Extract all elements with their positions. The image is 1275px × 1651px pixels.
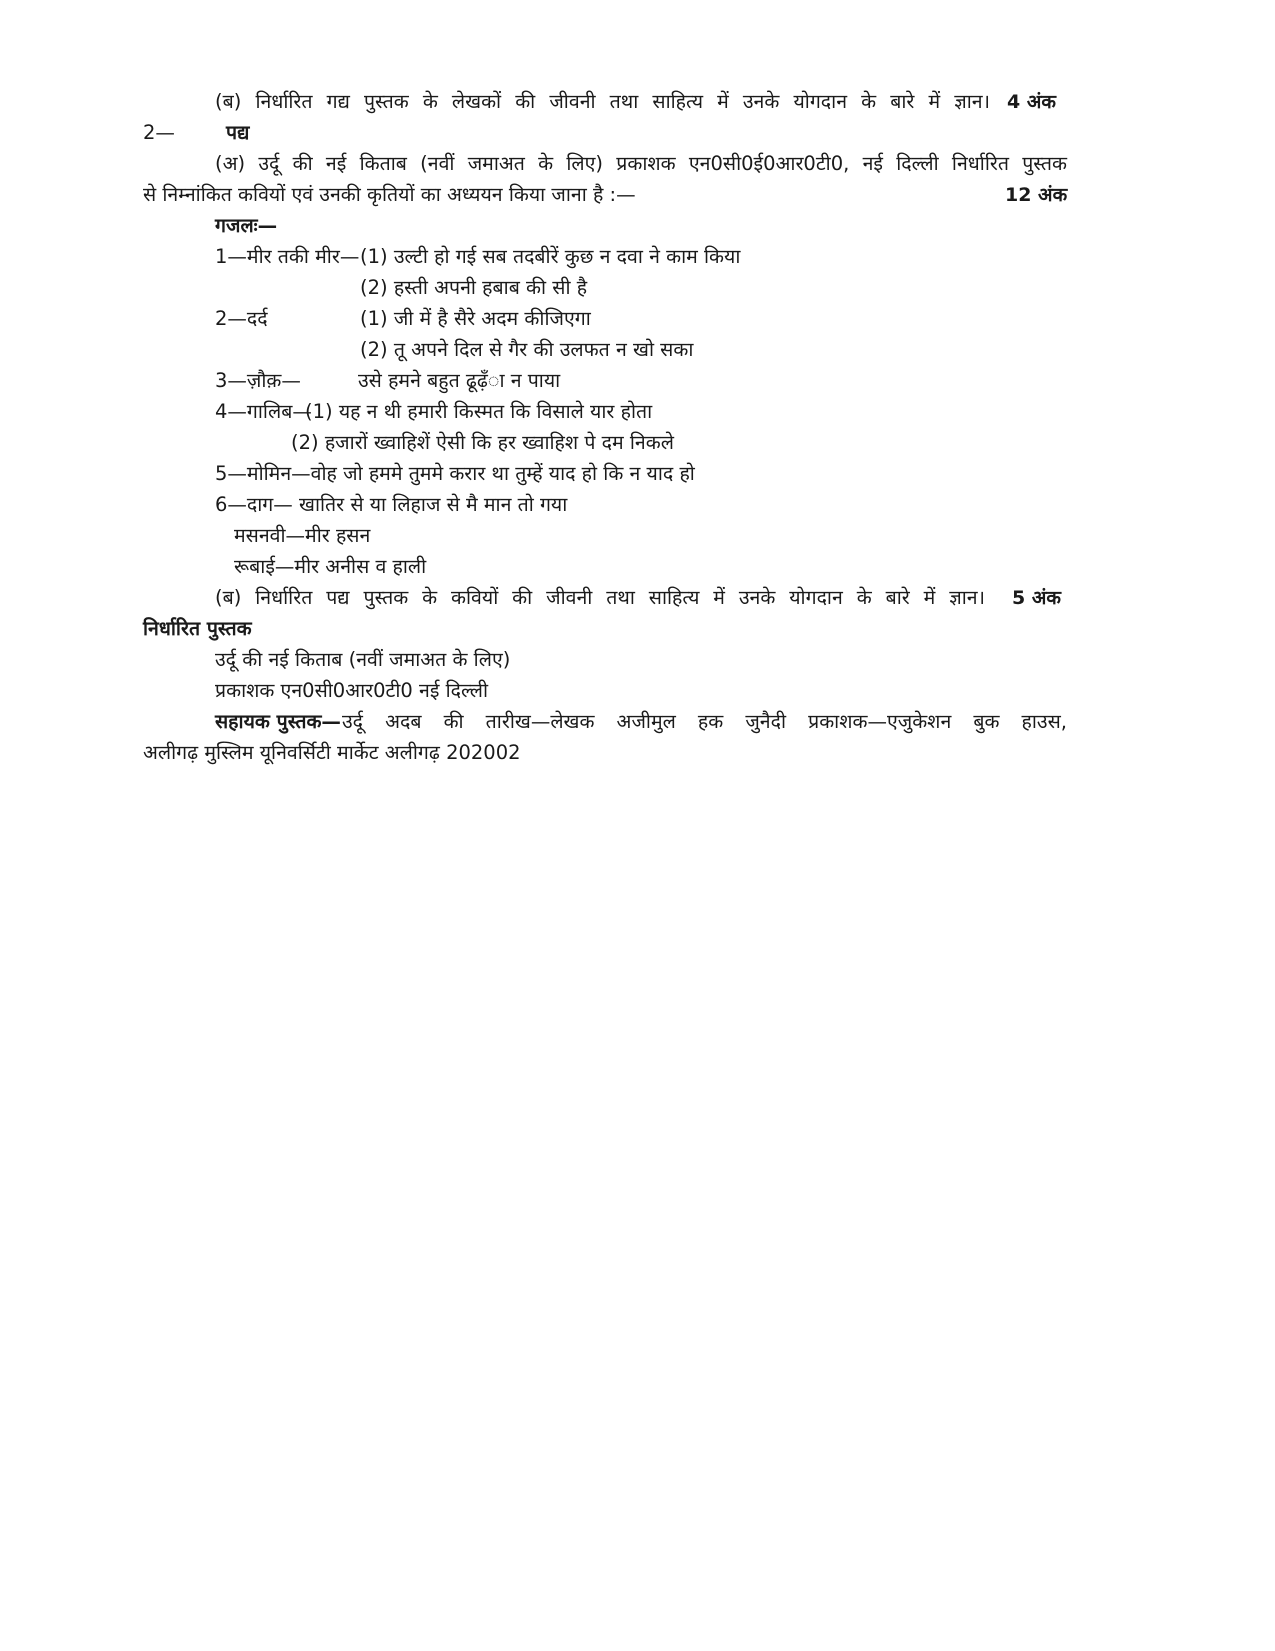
ghazal-4-poet: 4—गालिब— (215, 400, 312, 423)
ghazal-4-line2: (2) हजारों ख्वाहिशें ऐसी कि हर ख्वाहिश पे दम निकले (291, 431, 674, 454)
prescribed-book: उर्दू की नई किताब (नवीं जमाअत के लिए) (215, 648, 511, 671)
section-2-heading: पद्य (226, 121, 250, 144)
section-2b-text: (ब) निर्धारित पद्य पुस्तक के कवियों की जीवनी तथा साहित्य में उनके योगदान के बारे में ज्ञान। (215, 586, 985, 609)
ghazal-2-line1: (1) जी में है सैरे अदम कीजिएगा (360, 307, 591, 330)
ghazal-heading: गजलः— (215, 214, 278, 237)
section-1b-text: (ब) निर्धारित गद्य पुस्तक के लेखकों की जीवनी तथा साहित्य में उनके योगदान के बारे में ज्ञान। (215, 90, 990, 113)
ghazal-3-line1: उसे हमने बहुत ढूढ़ँा न पाया (358, 369, 561, 392)
ghazal-2-line2: (2) तू अपने दिल से गैर की उलफत न खो सका (360, 338, 694, 361)
section-2b-marks: 5 अंक (1012, 587, 1061, 609)
ghazal-6: 6—दाग— खातिर से या लिहाज से मै मान तो गया (215, 493, 568, 516)
rubai-line: रूबाई—मीर अनीस व हाली (234, 555, 427, 578)
section-1b-marks: 4 अंक (1007, 91, 1056, 113)
helper-book-line1: उर्दू अदब की तारीख—लेखक अजीमुल हक जुनैदी प्रकाशक—एजुकेशन बुक हाउस, (342, 710, 1067, 733)
prescribed-heading: निर्धारित पुस्तक (143, 617, 252, 640)
ghazal-3-poet: 3—ज़ौक़— (215, 369, 301, 392)
ghazal-1-poet: 1—मीर तकी मीर— (215, 245, 360, 268)
ghazal-2-poet: 2—दर्द (215, 307, 268, 330)
section-2-number: 2— (143, 121, 175, 144)
ghazal-1-line2: (2) हस्ती अपनी हबाब की सी है (360, 276, 588, 299)
ghazal-1-line1: (1) उल्टी हो गई सब तदबीरें कुछ न दवा ने काम किया (360, 245, 741, 268)
ghazal-5: 5—मोमिन—वोह जो हममे तुममे करार था तुम्हें याद हो कि न याद हो (215, 462, 695, 485)
prescribed-publisher: प्रकाशक एन0सी0आर0टी0 नई दिल्ली (215, 679, 489, 702)
masnavi-line: मसनवी—मीर हसन (234, 524, 371, 547)
helper-book-line2: अलीगढ़ मुस्लिम यूनिवर्सिटी मार्केट अलीगढ़ 202002 (143, 741, 521, 764)
helper-book-label: सहायक पुस्तक— (215, 710, 341, 733)
section-2a-marks: 12 अंक (1005, 184, 1068, 206)
ghazal-4-line1: (1) यह न थी हमारी किस्मत कि विसाले यार होता (305, 400, 653, 423)
section-2a-line1: (अ) उर्दू की नई किताब (नवीं जमाअत के लिए) प्रकाशक एन0सी0ई0आर0टी0, नई दिल्ली निर्धारित पुस्तक (215, 152, 1067, 175)
section-2a-line2: से निम्नांकित कवियों एवं उनकी कृतियों का अध्ययन किया जाना है :— (143, 183, 636, 206)
